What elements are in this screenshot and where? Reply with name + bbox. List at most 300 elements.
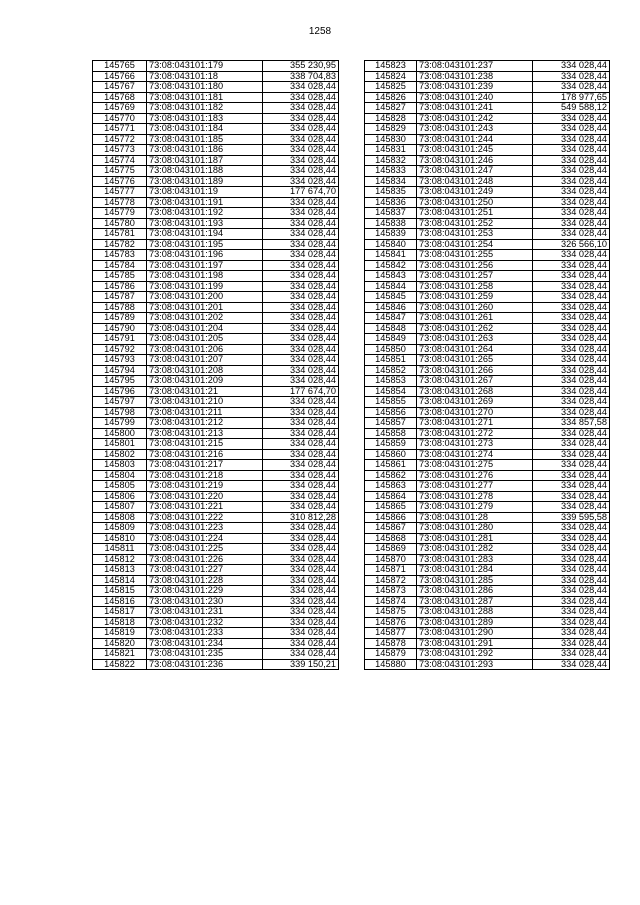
record-id-cell: 145863	[365, 481, 417, 492]
cadastral-number-cell: 73:08:043101:181	[147, 92, 263, 103]
record-id-cell: 145852	[365, 365, 417, 376]
cadastral-number-cell: 73:08:043101:290	[417, 628, 533, 639]
value-cell: 334 028,44	[533, 617, 610, 628]
value-cell: 326 566,10	[533, 239, 610, 250]
value-cell: 334 028,44	[533, 649, 610, 660]
cadastral-number-cell: 73:08:043101:288	[417, 607, 533, 618]
record-id-cell: 145834	[365, 176, 417, 187]
value-cell: 334 028,44	[263, 260, 339, 271]
cadastral-number-cell: 73:08:043101:219	[147, 481, 263, 492]
record-id-cell: 145777	[93, 187, 147, 198]
cadastral-number-cell: 73:08:043101:184	[147, 124, 263, 135]
record-id-cell: 145784	[93, 260, 147, 271]
record-id-cell: 145816	[93, 596, 147, 607]
cadastral-number-cell: 73:08:043101:286	[417, 586, 533, 597]
table-row	[93, 659, 339, 670]
value-cell: 334 028,44	[263, 596, 339, 607]
value-cell: 339 150,21	[263, 659, 339, 670]
table-row	[93, 229, 339, 240]
value-cell: 334 028,44	[263, 470, 339, 481]
table-row	[93, 638, 339, 649]
value-cell: 339 595,58	[533, 512, 610, 523]
table-row	[365, 659, 610, 670]
value-cell: 334 028,44	[533, 250, 610, 261]
value-cell: 334 028,44	[533, 407, 610, 418]
table-row	[93, 166, 339, 177]
record-id-cell: 145838	[365, 218, 417, 229]
record-id-cell: 145847	[365, 313, 417, 324]
cadastral-number-cell: 73:08:043101:200	[147, 292, 263, 303]
table-row	[365, 638, 610, 649]
table-row	[93, 281, 339, 292]
table-row	[365, 271, 610, 282]
table-row	[93, 113, 339, 124]
value-cell: 334 028,44	[263, 649, 339, 660]
value-cell: 334 028,44	[263, 124, 339, 135]
table-row	[365, 61, 610, 72]
value-cell: 334 028,44	[533, 218, 610, 229]
cadastral-number-cell: 73:08:043101:246	[417, 155, 533, 166]
record-id-cell: 145772	[93, 134, 147, 145]
table-row	[93, 428, 339, 439]
cadastral-number-cell: 73:08:043101:277	[417, 481, 533, 492]
cadastral-number-cell: 73:08:043101:188	[147, 166, 263, 177]
table-row	[93, 523, 339, 534]
value-cell: 334 028,44	[533, 628, 610, 639]
record-id-cell: 145840	[365, 239, 417, 250]
value-cell: 355 230,95	[263, 61, 339, 72]
value-cell: 334 028,44	[263, 449, 339, 460]
record-id-cell: 145780	[93, 218, 147, 229]
table-row	[365, 92, 610, 103]
record-id-cell: 145830	[365, 134, 417, 145]
table-row	[365, 565, 610, 576]
table-row	[93, 470, 339, 481]
value-cell: 334 028,44	[533, 302, 610, 313]
cadastral-number-cell: 73:08:043101:193	[147, 218, 263, 229]
value-cell: 334 028,44	[533, 61, 610, 72]
cadastral-number-cell: 73:08:043101:206	[147, 344, 263, 355]
value-cell: 334 028,44	[263, 481, 339, 492]
value-cell: 338 704,83	[263, 71, 339, 82]
record-id-cell: 145804	[93, 470, 147, 481]
table-row	[365, 470, 610, 481]
table-row	[365, 302, 610, 313]
table-row	[93, 260, 339, 271]
cadastral-number-cell: 73:08:043101:197	[147, 260, 263, 271]
table-row	[365, 428, 610, 439]
record-id-cell: 145791	[93, 334, 147, 345]
cadastral-number-cell: 73:08:043101:189	[147, 176, 263, 187]
table-row	[365, 260, 610, 271]
record-id-cell: 145831	[365, 145, 417, 156]
table-row	[93, 344, 339, 355]
table-row	[365, 460, 610, 471]
record-id-cell: 145874	[365, 596, 417, 607]
cadastral-number-cell: 73:08:043101:283	[417, 554, 533, 565]
cadastral-number-cell: 73:08:043101:204	[147, 323, 263, 334]
value-cell: 334 028,44	[263, 218, 339, 229]
value-cell: 334 028,44	[263, 554, 339, 565]
value-cell: 334 028,44	[263, 628, 339, 639]
record-id-cell: 145869	[365, 544, 417, 555]
value-cell: 334 028,44	[263, 491, 339, 502]
record-id-cell: 145806	[93, 491, 147, 502]
value-cell: 549 588,12	[533, 103, 610, 114]
table-row	[365, 103, 610, 114]
cadastral-number-cell: 73:08:043101:251	[417, 208, 533, 219]
table-row	[93, 355, 339, 366]
cadastral-number-cell: 73:08:043101:237	[417, 61, 533, 72]
value-cell: 334 028,44	[533, 208, 610, 219]
cadastral-number-cell: 73:08:043101:222	[147, 512, 263, 523]
cadastral-number-cell: 73:08:043101:236	[147, 659, 263, 670]
value-cell: 178 977,65	[533, 92, 610, 103]
table-row	[365, 113, 610, 124]
record-id-cell: 145794	[93, 365, 147, 376]
table-row	[93, 155, 339, 166]
table-row	[365, 166, 610, 177]
table-row	[93, 92, 339, 103]
cadastral-number-cell: 73:08:043101:192	[147, 208, 263, 219]
table-row	[365, 554, 610, 565]
table-row	[365, 491, 610, 502]
cadastral-number-cell: 73:08:043101:276	[417, 470, 533, 481]
value-cell: 334 028,44	[533, 323, 610, 334]
table-row	[93, 586, 339, 597]
table-row	[365, 82, 610, 93]
record-id-cell: 145825	[365, 82, 417, 93]
value-cell: 177 674,70	[263, 187, 339, 198]
table-row	[365, 145, 610, 156]
record-id-cell: 145790	[93, 323, 147, 334]
cadastral-number-cell: 73:08:043101:186	[147, 145, 263, 156]
table-row	[93, 607, 339, 618]
table-row	[93, 134, 339, 145]
cadastral-number-cell: 73:08:043101:216	[147, 449, 263, 460]
value-cell: 334 028,44	[533, 155, 610, 166]
table-row	[365, 124, 610, 135]
record-id-cell: 145815	[93, 586, 147, 597]
table-row	[365, 439, 610, 450]
value-cell: 334 028,44	[263, 365, 339, 376]
value-cell: 334 028,44	[533, 344, 610, 355]
cadastral-number-cell: 73:08:043101:275	[417, 460, 533, 471]
record-id-cell: 145845	[365, 292, 417, 303]
value-cell: 334 028,44	[263, 208, 339, 219]
value-cell: 334 028,44	[263, 418, 339, 429]
cadastral-number-cell: 73:08:043101:240	[417, 92, 533, 103]
cadastral-number-cell: 73:08:043101:272	[417, 428, 533, 439]
value-cell: 334 028,44	[533, 502, 610, 513]
record-id-cell: 145844	[365, 281, 417, 292]
table-row	[93, 596, 339, 607]
table-row	[365, 544, 610, 555]
value-cell: 334 028,44	[263, 92, 339, 103]
cadastral-number-cell: 73:08:043101:266	[417, 365, 533, 376]
value-cell: 334 028,44	[263, 250, 339, 261]
cadastral-number-cell: 73:08:043101:239	[417, 82, 533, 93]
cadastral-number-cell: 73:08:043101:271	[417, 418, 533, 429]
value-cell: 334 028,44	[533, 71, 610, 82]
cadastral-number-cell: 73:08:043101:281	[417, 533, 533, 544]
value-cell: 334 028,44	[263, 607, 339, 618]
table-row	[365, 134, 610, 145]
cadastral-number-cell: 73:08:043101:273	[417, 439, 533, 450]
record-id-cell: 145771	[93, 124, 147, 135]
value-cell: 334 028,44	[533, 376, 610, 387]
record-id-cell: 145867	[365, 523, 417, 534]
value-cell: 334 028,44	[263, 502, 339, 513]
cadastral-number-cell: 73:08:043101:232	[147, 617, 263, 628]
record-id-cell: 145812	[93, 554, 147, 565]
value-cell: 334 028,44	[533, 470, 610, 481]
cadastral-number-cell: 73:08:043101:235	[147, 649, 263, 660]
record-id-cell: 145817	[93, 607, 147, 618]
record-id-cell: 145850	[365, 344, 417, 355]
table-row	[93, 334, 339, 345]
table-row	[365, 607, 610, 618]
record-id-cell: 145808	[93, 512, 147, 523]
record-id-cell: 145859	[365, 439, 417, 450]
record-id-cell: 145789	[93, 313, 147, 324]
table-row	[93, 407, 339, 418]
cadastral-number-cell: 73:08:043101:253	[417, 229, 533, 240]
cadastral-number-cell: 73:08:043101:279	[417, 502, 533, 513]
value-cell: 334 028,44	[263, 103, 339, 114]
cadastral-number-cell: 73:08:043101:258	[417, 281, 533, 292]
record-id-cell: 145819	[93, 628, 147, 639]
table-row	[93, 208, 339, 219]
cadastral-number-cell: 73:08:043101:260	[417, 302, 533, 313]
table-row	[365, 281, 610, 292]
table-row	[365, 533, 610, 544]
table-row	[365, 596, 610, 607]
table-row	[93, 323, 339, 334]
cadastral-number-cell: 73:08:043101:268	[417, 386, 533, 397]
table-row	[365, 355, 610, 366]
record-id-cell: 145878	[365, 638, 417, 649]
value-cell: 334 028,44	[263, 376, 339, 387]
cadastral-number-cell: 73:08:043101:223	[147, 523, 263, 534]
record-id-cell: 145880	[365, 659, 417, 670]
value-cell: 177 674,70	[263, 386, 339, 397]
cadastral-number-cell: 73:08:043101:210	[147, 397, 263, 408]
cadastral-number-cell: 73:08:043101:238	[417, 71, 533, 82]
record-id-cell: 145861	[365, 460, 417, 471]
cadastral-number-cell: 73:08:043101:211	[147, 407, 263, 418]
value-cell: 334 028,44	[533, 428, 610, 439]
record-id-cell: 145820	[93, 638, 147, 649]
table-row	[365, 292, 610, 303]
table-row	[93, 271, 339, 282]
record-id-cell: 145872	[365, 575, 417, 586]
value-cell: 334 028,44	[533, 166, 610, 177]
table-row	[365, 197, 610, 208]
record-id-cell: 145856	[365, 407, 417, 418]
record-id-cell: 145873	[365, 586, 417, 597]
cadastral-number-cell: 73:08:043101:215	[147, 439, 263, 450]
record-id-cell: 145832	[365, 155, 417, 166]
table-row	[365, 376, 610, 387]
record-id-cell: 145858	[365, 428, 417, 439]
record-id-cell: 145788	[93, 302, 147, 313]
record-id-cell: 145785	[93, 271, 147, 282]
page-number: 1258	[308, 26, 332, 37]
record-id-cell: 145823	[365, 61, 417, 72]
record-id-cell: 145773	[93, 145, 147, 156]
record-id-cell: 145776	[93, 176, 147, 187]
cadastral-number-cell: 73:08:043101:259	[417, 292, 533, 303]
record-id-cell: 145767	[93, 82, 147, 93]
table-row	[365, 628, 610, 639]
cadastral-number-cell: 73:08:043101:18	[147, 71, 263, 82]
cadastral-number-cell: 73:08:043101:263	[417, 334, 533, 345]
value-cell: 334 028,44	[263, 166, 339, 177]
value-cell: 334 028,44	[263, 145, 339, 156]
value-cell: 334 028,44	[263, 323, 339, 334]
value-cell: 334 028,44	[263, 134, 339, 145]
table-row	[365, 397, 610, 408]
value-cell: 334 028,44	[263, 239, 339, 250]
value-cell: 334 028,44	[263, 155, 339, 166]
record-id-cell: 145866	[365, 512, 417, 523]
cadastral-number-cell: 73:08:043101:242	[417, 113, 533, 124]
record-id-cell: 145849	[365, 334, 417, 345]
record-id-cell: 145876	[365, 617, 417, 628]
cadastral-number-cell: 73:08:043101:212	[147, 418, 263, 429]
cadastral-number-cell: 73:08:043101:256	[417, 260, 533, 271]
record-id-cell: 145803	[93, 460, 147, 471]
value-cell: 334 028,44	[263, 533, 339, 544]
value-cell: 334 028,44	[533, 554, 610, 565]
cadastral-number-cell: 73:08:043101:269	[417, 397, 533, 408]
table-row	[93, 397, 339, 408]
cadastral-number-cell: 73:08:043101:226	[147, 554, 263, 565]
table-row	[365, 208, 610, 219]
value-cell: 334 028,44	[533, 386, 610, 397]
value-cell: 334 028,44	[533, 281, 610, 292]
record-id-cell: 145821	[93, 649, 147, 660]
cadastral-number-cell: 73:08:043101:196	[147, 250, 263, 261]
value-cell: 334 857,58	[533, 418, 610, 429]
cadastral-number-cell: 73:08:043101:182	[147, 103, 263, 114]
table-row	[93, 512, 339, 523]
cadastral-number-cell: 73:08:043101:213	[147, 428, 263, 439]
record-id-cell: 145846	[365, 302, 417, 313]
cadastral-number-cell: 73:08:043101:250	[417, 197, 533, 208]
table-row	[93, 145, 339, 156]
cadastral-number-cell: 73:08:043101:265	[417, 355, 533, 366]
cadastral-number-cell: 73:08:043101:284	[417, 565, 533, 576]
value-cell: 334 028,44	[533, 187, 610, 198]
table-row	[93, 376, 339, 387]
table-row	[93, 449, 339, 460]
table-row	[365, 586, 610, 597]
cadastral-number-cell: 73:08:043101:241	[417, 103, 533, 114]
table-row	[93, 386, 339, 397]
table-row	[365, 617, 610, 628]
value-cell: 334 028,44	[533, 544, 610, 555]
table-row	[365, 365, 610, 376]
value-cell: 334 028,44	[533, 197, 610, 208]
cadastral-number-cell: 73:08:043101:209	[147, 376, 263, 387]
table-row	[365, 176, 610, 187]
table-row	[93, 250, 339, 261]
record-id-cell: 145782	[93, 239, 147, 250]
table-row	[365, 575, 610, 586]
record-id-cell: 145807	[93, 502, 147, 513]
record-id-cell: 145862	[365, 470, 417, 481]
record-id-cell: 145765	[93, 61, 147, 72]
record-id-cell: 145826	[365, 92, 417, 103]
table-row	[365, 313, 610, 324]
record-id-cell: 145774	[93, 155, 147, 166]
cadastral-number-cell: 73:08:043101:243	[417, 124, 533, 135]
cadastral-number-cell: 73:08:043101:179	[147, 61, 263, 72]
record-id-cell: 145833	[365, 166, 417, 177]
value-cell: 334 028,44	[263, 302, 339, 313]
cadastral-number-cell: 73:08:043101:205	[147, 334, 263, 345]
record-id-cell: 145839	[365, 229, 417, 240]
table-row	[365, 218, 610, 229]
record-id-cell: 145813	[93, 565, 147, 576]
record-id-cell: 145843	[365, 271, 417, 282]
cadastral-number-cell: 73:08:043101:229	[147, 586, 263, 597]
value-cell: 334 028,44	[263, 82, 339, 93]
record-id-cell: 145864	[365, 491, 417, 502]
cadastral-number-cell: 73:08:043101:227	[147, 565, 263, 576]
value-cell: 310 812,28	[263, 512, 339, 523]
record-id-cell: 145818	[93, 617, 147, 628]
table-row	[93, 649, 339, 660]
value-cell: 334 028,44	[533, 449, 610, 460]
cadastral-number-cell: 73:08:043101:21	[147, 386, 263, 397]
cadastral-number-cell: 73:08:043101:228	[147, 575, 263, 586]
record-id-cell: 145837	[365, 208, 417, 219]
record-id-cell: 145805	[93, 481, 147, 492]
data-table-right	[364, 60, 610, 670]
table-row	[93, 176, 339, 187]
value-cell: 334 028,44	[533, 575, 610, 586]
value-cell: 334 028,44	[263, 617, 339, 628]
table-row	[93, 460, 339, 471]
cadastral-number-cell: 73:08:043101:220	[147, 491, 263, 502]
cadastral-number-cell: 73:08:043101:217	[147, 460, 263, 471]
cadastral-number-cell: 73:08:043101:202	[147, 313, 263, 324]
table-row	[93, 187, 339, 198]
value-cell: 334 028,44	[533, 313, 610, 324]
table-row	[93, 544, 339, 555]
value-cell: 334 028,44	[533, 523, 610, 534]
cadastral-number-cell: 73:08:043101:183	[147, 113, 263, 124]
value-cell: 334 028,44	[533, 334, 610, 345]
cadastral-number-cell: 73:08:043101:207	[147, 355, 263, 366]
record-id-cell: 145853	[365, 376, 417, 387]
cadastral-number-cell: 73:08:043101:221	[147, 502, 263, 513]
cadastral-number-cell: 73:08:043101:292	[417, 649, 533, 660]
cadastral-number-cell: 73:08:043101:247	[417, 166, 533, 177]
table-row	[365, 502, 610, 513]
value-cell: 334 028,44	[533, 491, 610, 502]
record-id-cell: 145822	[93, 659, 147, 670]
record-id-cell: 145835	[365, 187, 417, 198]
record-id-cell: 145871	[365, 565, 417, 576]
value-cell: 334 028,44	[533, 638, 610, 649]
cadastral-number-cell: 73:08:043101:293	[417, 659, 533, 670]
table-row	[365, 334, 610, 345]
record-id-cell: 145809	[93, 523, 147, 534]
